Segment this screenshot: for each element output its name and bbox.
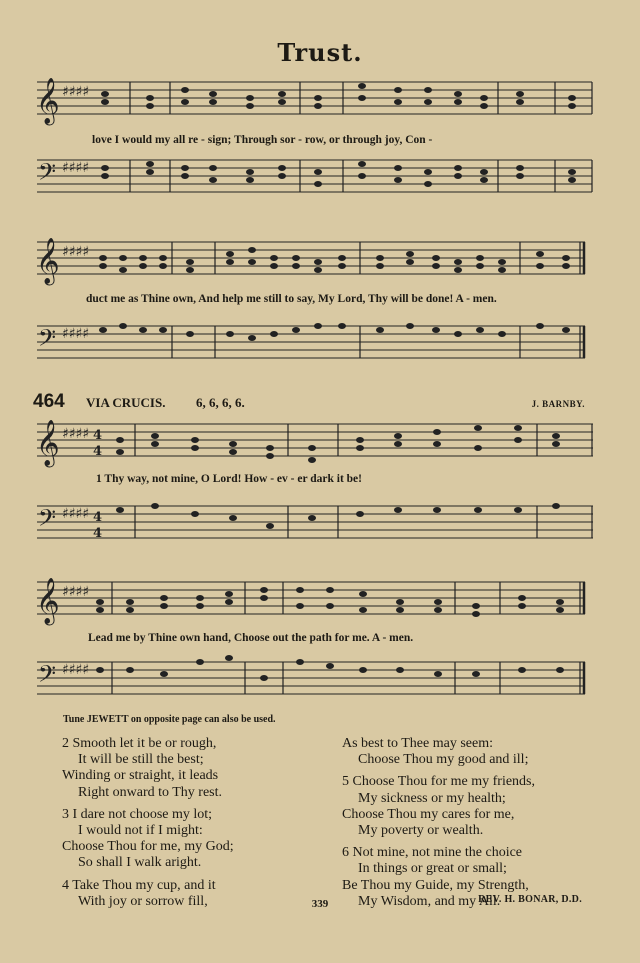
composer: J. BARNBY. [531,399,585,409]
verse-line: My sickness or my health; [358,790,506,806]
bass-clef-icon: 𝄢 [38,158,57,191]
bass-staff [37,160,592,192]
bass-clef-icon: 𝄢 [38,504,57,537]
lyrics-line: 1 Thy way, not mine, O Lord! How - ev - er dark it be! [96,473,362,485]
time-signature-bottom: 4 [93,444,103,459]
lyrics-line: Lead me by Thine own hand, Choose out the path for me. A - men. [88,632,414,644]
time-signature-bottom: 4 [93,526,103,541]
verse-line: Winding or straight, it leads [62,768,219,784]
verse-line: Be Thou my Guide, my Strength, [342,877,529,893]
treble-clef-icon: 𝄞 [36,578,60,624]
verse-line: 5 Choose Thou for me my friends, [342,774,535,790]
treble-clef-icon: 𝄞 [36,420,60,466]
key-signature-icon: ♯♯♯♯ [62,244,90,260]
key-signature-icon: ♯♯♯♯ [62,160,90,176]
verse-line: 6 Not mine, not mine the choice [342,845,523,861]
verse-line: My Wisdom, and my All. [358,893,501,909]
time-signature-top: 4 [93,510,103,525]
treble-clef-icon: 𝄞 [36,238,60,284]
verse-line: My poverty or wealth. [358,823,484,839]
verses-right [342,736,535,910]
verses-left [62,736,234,910]
bass-clef-icon: 𝄢 [38,324,57,357]
verse-line: Right onward to Thy rest. [78,784,223,800]
verse-line: With joy or sorrow fill, [78,893,208,909]
author: REV. H. BONAR, D.D. [478,894,582,905]
verse-line: 4 Take Thou my cup, and it [62,877,216,893]
verse-line: 2 Smooth let it be or rough, [62,736,217,751]
lyrics-line: love I would my all re - sign; Through sor - row, or through joy, Con - [92,134,433,146]
hymn-number: 464 [33,391,65,412]
key-signature-icon: ♯♯♯♯ [62,506,90,522]
page-number: 339 [311,898,329,910]
key-signature-icon: ♯♯♯♯ [62,84,90,100]
key-signature-icon: ♯♯♯♯ [62,584,90,600]
treble-clef-icon: 𝄞 [36,78,60,124]
key-signature-icon: ♯♯♯♯ [62,326,90,342]
lyrics-line: duct me as Thine own, And help me still to say, My Lord, Thy will be done! A - men. [86,293,497,305]
verse-line: So shall I walk aright. [78,855,202,871]
tune-name: VIA CRUCIS. [86,395,166,410]
page-title: Trust. [277,38,363,67]
verse-line: I would not if I might: [78,823,203,839]
verse-line: In things or great or small; [358,861,507,877]
verse-line: It will be still the best; [78,752,204,768]
verse-line: Choose Thou my good and ill; [358,752,529,768]
verse-line: As best to Thee may seem: [342,736,493,751]
verse-line: Choose Thou my cares for me, [342,806,515,822]
meter: 6, 6, 6, 6. [196,395,245,410]
bass-clef-icon: 𝄢 [38,660,57,693]
key-signature-icon: ♯♯♯♯ [62,426,90,442]
verse-line: 3 I dare not choose my lot; [62,806,213,822]
key-signature-icon: ♯♯♯♯ [62,662,90,678]
tune-note: Tune JEWETT on opposite page can also be used. [63,714,276,725]
verse-line: Choose Thou for me, my God; [62,839,234,855]
time-signature-top: 4 [93,428,103,443]
